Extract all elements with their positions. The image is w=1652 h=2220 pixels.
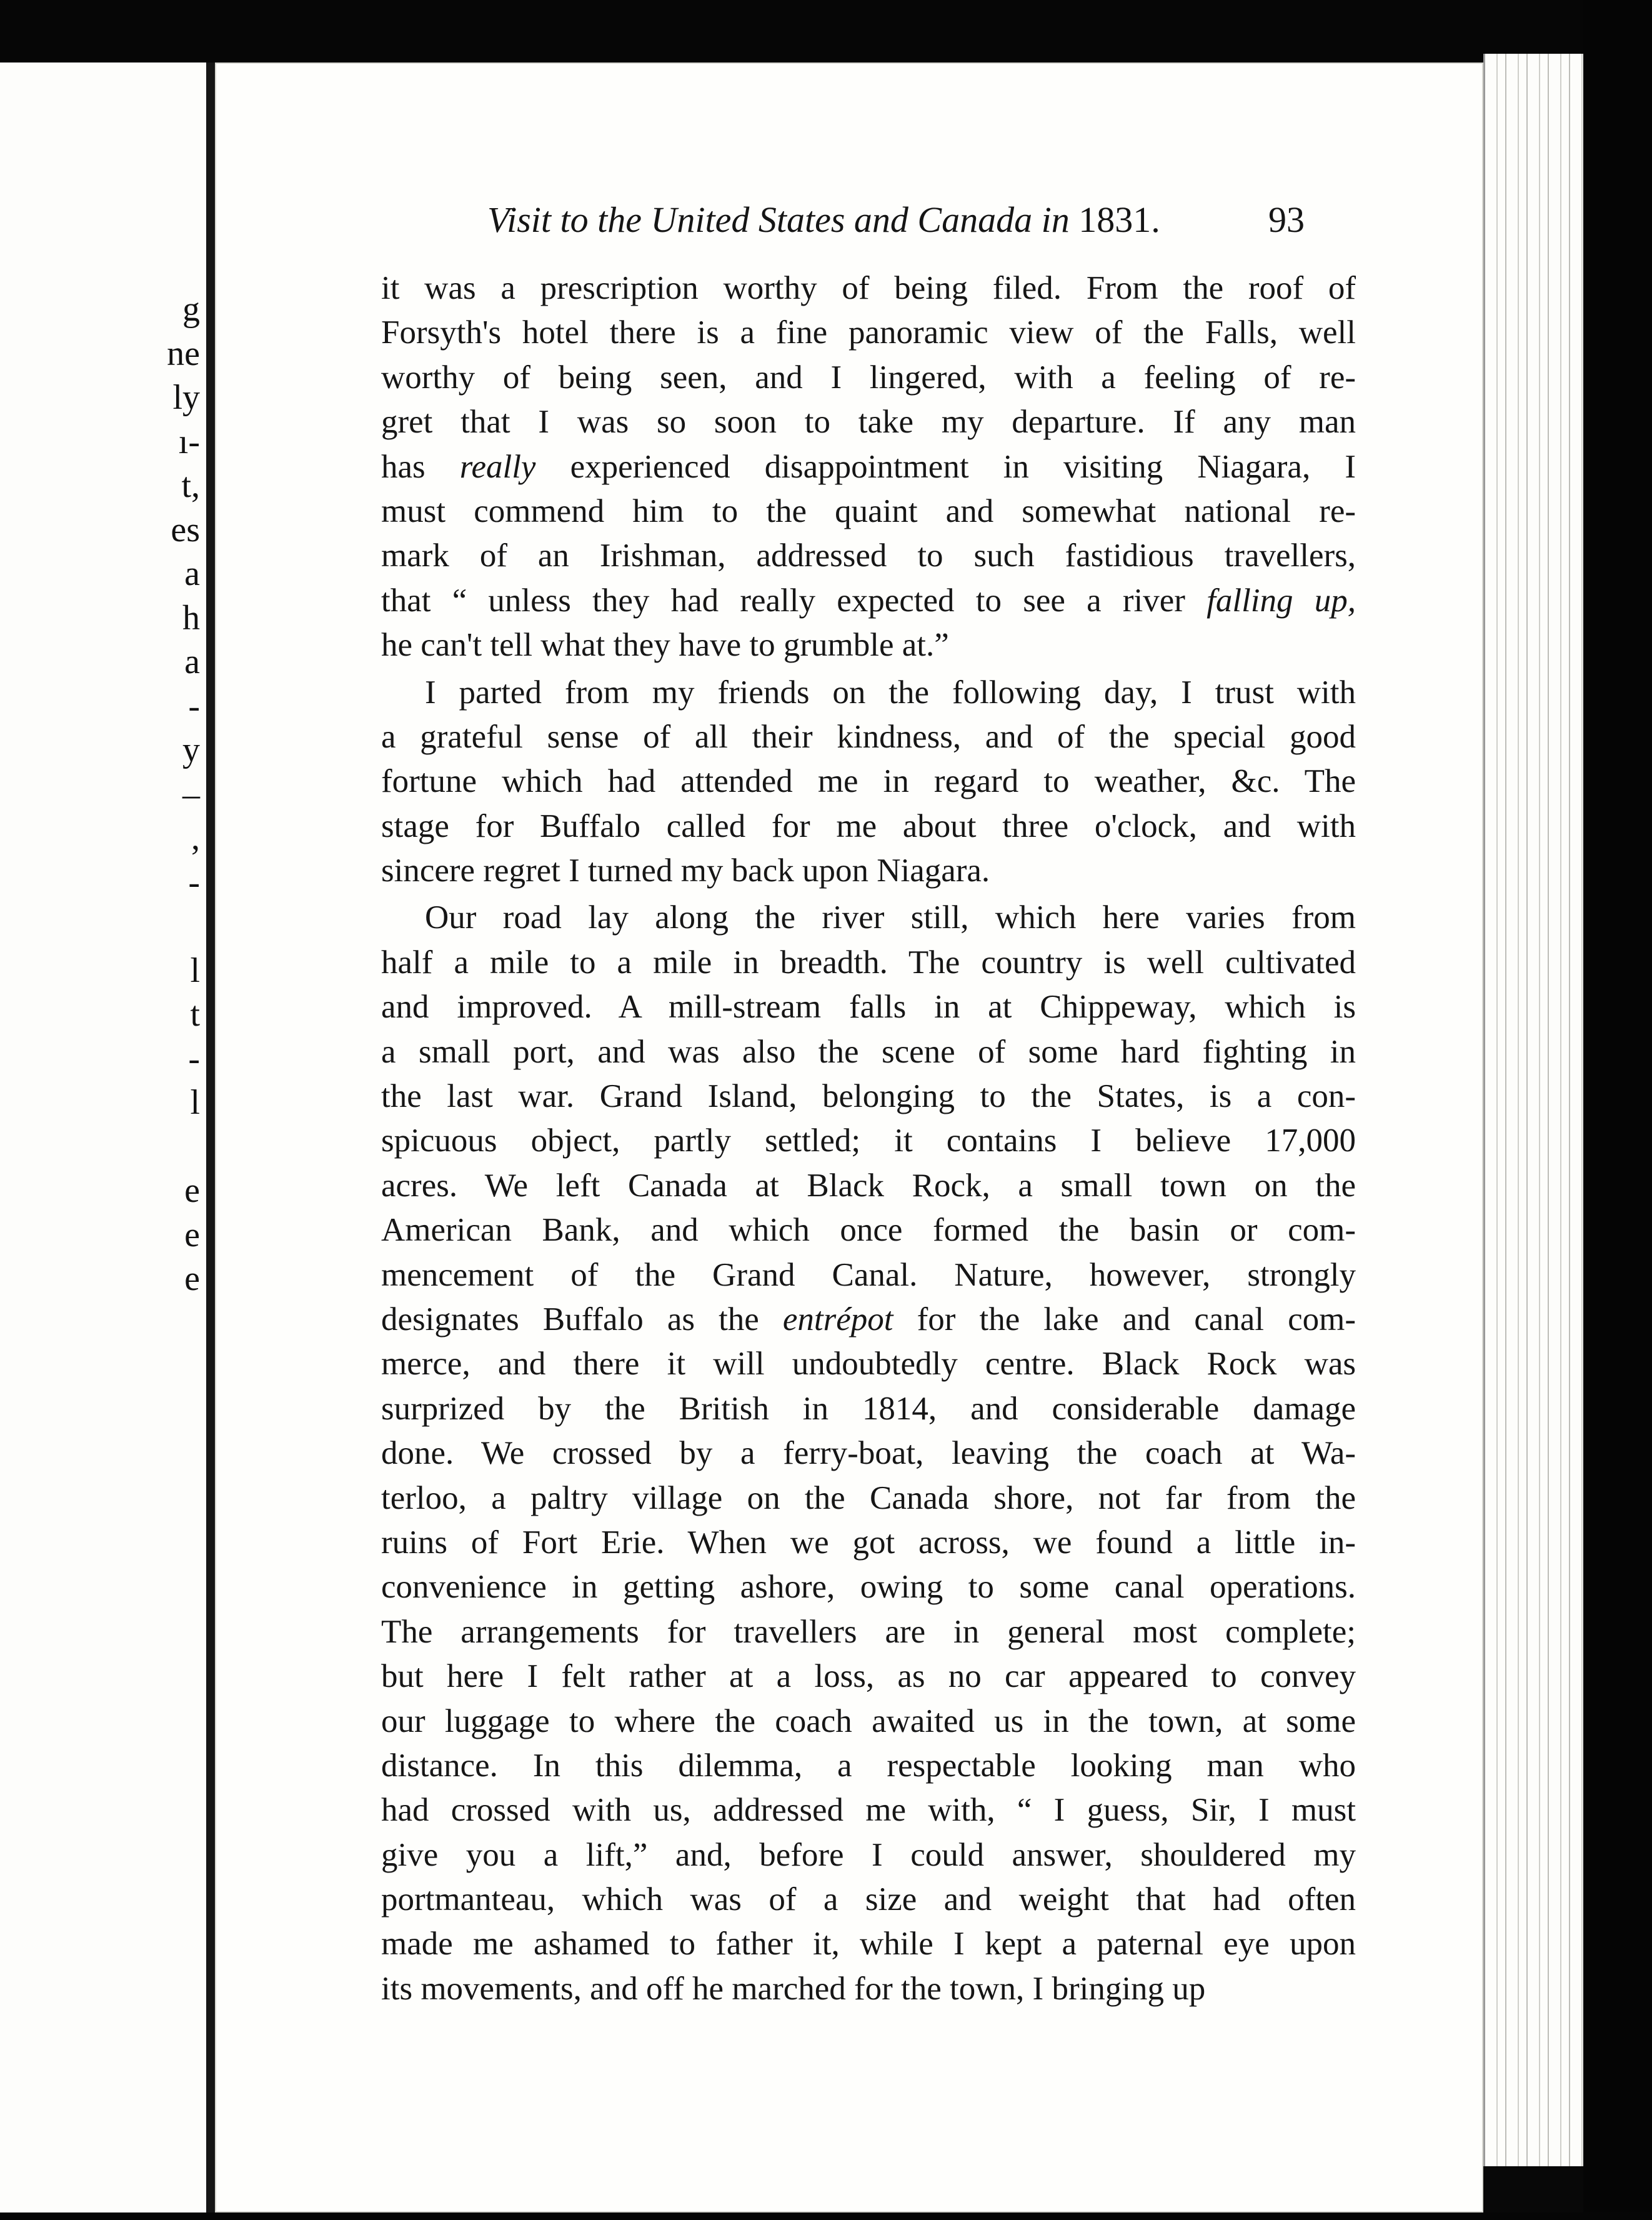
facing-page-fragment: t, <box>181 466 200 505</box>
text-line: spicuous object, partly settled; it contains I believe 17,000 <box>381 1122 1356 1159</box>
text-line: he can't tell what they have to grumble at.” <box>381 627 949 664</box>
text-line: mencement of the Grand Canal. Nature, however, strongly <box>381 1256 1356 1293</box>
facing-page-text-fragments <box>156 288 200 1301</box>
facing-page-fragment: l <box>190 1083 200 1122</box>
body-text <box>381 266 1356 2011</box>
facing-page-fragment: a <box>184 554 200 593</box>
running-head-year: 1831. <box>1078 199 1160 240</box>
text-line: done. We crossed by a ferry-boat, leaving the coach at Wa- <box>381 1435 1356 1472</box>
scan-bottom-border <box>0 2212 1652 2220</box>
facing-page-fragment: y <box>182 731 200 769</box>
facing-page-fragment: – <box>182 774 200 814</box>
text-line: I parted from my friends on the following day, I trust with <box>425 674 1356 711</box>
italic-text: entrépot <box>782 1301 893 1338</box>
text-line: designates Buffalo as the entrépot for the lake and canal com- <box>381 1301 1356 1338</box>
text-line: worthy of being seen, and I lingered, with a feeling of re- <box>381 359 1356 396</box>
italic-text: really <box>459 448 536 485</box>
paragraph <box>381 671 1356 894</box>
text-line: ruins of Fort Erie. When we got across, we found a little in- <box>381 1524 1356 1561</box>
text-line: stage for Buffalo called for me about three o'clock, and with <box>381 808 1356 844</box>
text-line: a grateful sense of all their kindness, and of the special good <box>381 718 1356 755</box>
running-head-title <box>487 199 1160 240</box>
text-line: surprized by the British in 1814, and considerable damage <box>381 1390 1356 1427</box>
text-line: acres. We left Canada at Black Rock, a small town on the <box>381 1167 1356 1204</box>
italic-text: falling up, <box>1207 582 1356 619</box>
scan-top-border <box>0 0 1652 62</box>
facing-page-fragment: t <box>190 995 200 1034</box>
text-line: American Bank, and which once formed the basin or com- <box>381 1212 1356 1249</box>
facing-page-fragment: es <box>171 510 200 549</box>
facing-page-fragment: - <box>188 1039 200 1078</box>
facing-page-fragment: ly <box>172 378 200 417</box>
running-head <box>487 199 1318 241</box>
text-line: Forsyth's hotel there is a fine panoramic view of the Falls, well <box>381 314 1356 351</box>
text-line: has really experienced disappointment in visiting Niagara, I <box>381 448 1356 485</box>
text-line: mark of an Irishman, addressed to such fastidious travellers, <box>381 538 1356 574</box>
paragraph <box>381 266 1356 668</box>
text-line: but here I felt rather at a loss, as no car appeared to convey <box>381 1658 1356 1695</box>
facing-page-fragment <box>156 904 200 949</box>
text-line: terloo, a paltry village on the Canada shore, not far from the <box>381 1479 1356 1516</box>
text-line: half a mile to a mile in breadth. The country is well cultivated <box>381 944 1356 981</box>
text-line: convenience in getting ashore, owing to some canal operations. <box>381 1569 1356 1606</box>
facing-page-fragment: l <box>190 951 200 990</box>
facing-page-fragment: e <box>184 1215 200 1254</box>
text-line: a small port, and was also the scene of some hard fighting in <box>381 1033 1356 1070</box>
text-line: that “ unless they had really expected to see a river falling up, <box>381 582 1356 619</box>
facing-page-fragment <box>156 1125 200 1169</box>
text-line: our luggage to where the coach awaited us in the town, at some <box>381 1702 1356 1739</box>
facing-page-fragment: e <box>184 1171 200 1210</box>
facing-page-fragment: h <box>182 598 200 638</box>
facing-page-fragment: g <box>182 290 200 329</box>
book-gutter <box>206 62 215 2212</box>
facing-page-fragment: ne <box>167 334 200 373</box>
text-line: gret that I was so soon to take my departure. If any man <box>381 404 1356 441</box>
text-line: had crossed with us, addressed me with, “ I guess, Sir, I must <box>381 1792 1356 1829</box>
page-edges <box>1483 54 1585 2166</box>
text-line: portmanteau, which was of a size and weight that had often <box>381 1881 1356 1918</box>
text-line: must commend him to the quaint and somewhat national re- <box>381 492 1356 529</box>
text-line: merce, and there it will undoubtedly centre. Black Rock was <box>381 1346 1356 1382</box>
text-line: made me ashamed to father it, while I kept a paternal eye upon <box>381 1926 1356 1962</box>
facing-page-fragment: , <box>191 819 200 858</box>
facing-page-fragment: ı- <box>178 422 200 461</box>
paragraph <box>381 896 1356 2011</box>
scan-right-border <box>1583 0 1652 2220</box>
text-line: Our road lay along the river still, which here varies from <box>425 899 1356 936</box>
facing-page-fragment: - <box>188 686 200 726</box>
page-number: 93 <box>1268 199 1305 240</box>
text-line: and improved. A mill-stream falls in at Chippeway, which is <box>381 989 1356 1026</box>
text-line: fortune which had attended me in regard to weather, &c. The <box>381 763 1356 800</box>
facing-page-fragment: - <box>188 862 200 902</box>
running-head-title-text: Visit to the United States and Canada in <box>487 199 1079 240</box>
text-line: the last war. Grand Island, belonging to the States, is a con- <box>381 1078 1356 1115</box>
facing-page-fragment: e <box>184 1259 200 1298</box>
text-line: give you a lift,” and, before I could answer, shouldered my <box>381 1836 1356 1873</box>
text-line: its movements, and off he marched for the town, I bringing up <box>381 1970 1206 2007</box>
text-line: distance. In this dilemma, a respectable looking man who <box>381 1747 1356 1784</box>
facing-page <box>0 62 206 2212</box>
text-line: The arrangements for travellers are in general most complete; <box>381 1613 1356 1650</box>
facing-page-fragment: a <box>184 642 200 681</box>
text-line: sincere regret I turned my back upon Niagara. <box>381 852 990 889</box>
text-line: it was a prescription worthy of being filed. From the roof of <box>381 270 1356 306</box>
